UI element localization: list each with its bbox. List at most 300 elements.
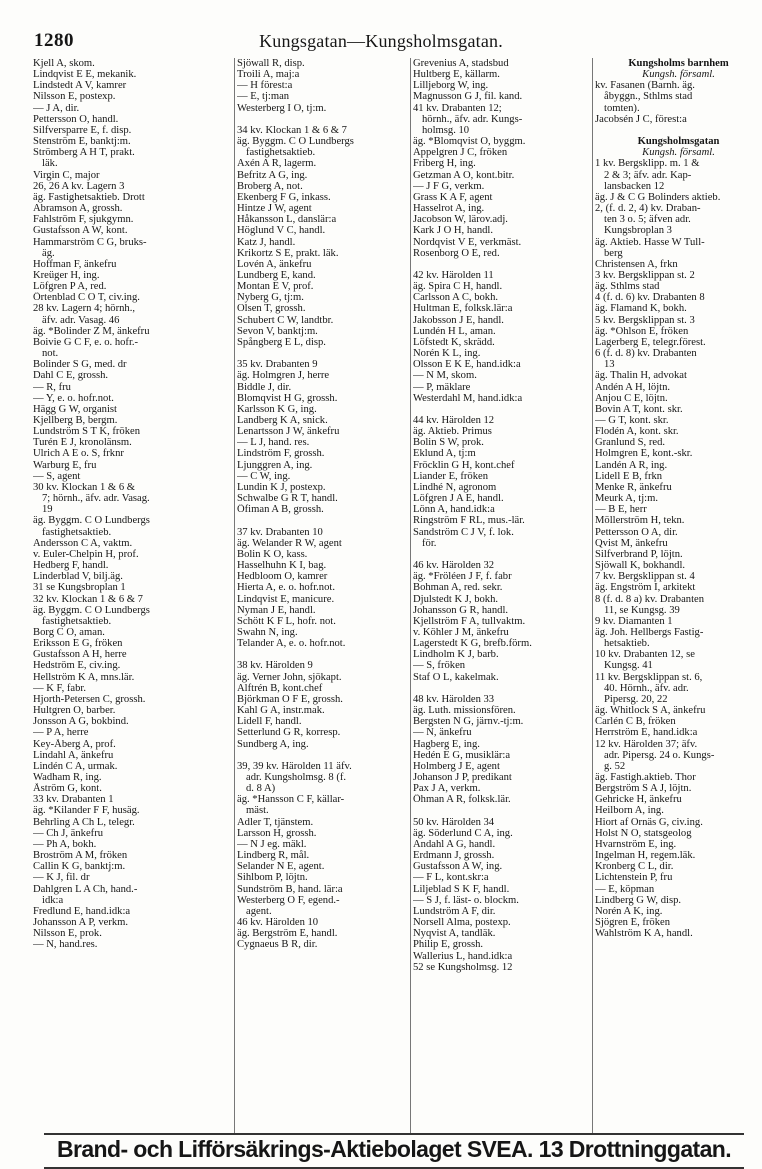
directory-entry: Hedbloom O, kamrer xyxy=(237,571,328,583)
directory-entry: Ekenberg F G, inkass. xyxy=(237,191,331,203)
directory-entry: Kjell A, skom. xyxy=(33,58,95,69)
directory-entry: Karlsson K G, ing. xyxy=(237,403,317,415)
directory-column-4 xyxy=(595,58,762,1133)
directory-entry: agent. xyxy=(246,905,272,917)
directory-entry: Nilsson E, postexp. xyxy=(33,91,116,103)
directory-entry: 38 kv. Härolden 9 xyxy=(237,660,313,672)
directory-entry: äg. Byggm. C O Lundbergs xyxy=(33,604,150,616)
directory-entry: 6 (f. d. 8) kv. Drabanten xyxy=(595,348,697,360)
directory-entry: läk. xyxy=(42,158,58,170)
directory-entry: Setterlund G R, korresp. xyxy=(237,727,341,739)
directory-entry: — S, agent xyxy=(33,470,81,482)
directory-entry: Broberg A, not. xyxy=(237,180,303,192)
directory-entry: 2 & 3; äfv. adr. Kap- xyxy=(604,169,692,181)
directory-entry: Kjellberg B, bergm. xyxy=(33,415,118,426)
directory-entry: Magnusson G J, fil. kand. xyxy=(413,91,523,103)
directory-entry: — S, fröken xyxy=(413,660,466,672)
directory-entry: Landberg K A, snick. xyxy=(237,415,328,426)
directory-entry: Lindhé N, agronom xyxy=(413,481,497,493)
directory-entry: 5 kv. Bergsklippan st. 3 xyxy=(595,314,695,326)
directory-entry: Lidell E B, frkn xyxy=(595,470,663,482)
directory-entry: Lindberg G W, disp. xyxy=(595,894,682,906)
page-number: 1280 xyxy=(34,30,74,51)
directory-entry: 46 kv. Härolden 10 xyxy=(237,917,319,929)
directory-entry: Gustafsson A W, ing. xyxy=(413,861,503,873)
directory-entry: Troili A, maj:a xyxy=(237,69,300,81)
directory-entry: äg. Spira C H, handl. xyxy=(413,281,503,293)
directory-entry: Johansson G R, handl. xyxy=(413,604,509,616)
directory-entry: Hintze J W, agent xyxy=(237,203,312,215)
directory-entry: Dahlgren L A Ch, hand.- xyxy=(33,883,138,895)
directory-entry xyxy=(413,549,591,560)
directory-column-2 xyxy=(237,58,409,1133)
directory-entry: 33 kv. Drabanten 1 xyxy=(33,794,114,806)
directory-entry: g. 52 xyxy=(604,760,626,772)
directory-entry: — E, tj:man xyxy=(237,91,290,103)
directory-entry: — N, hand.res. xyxy=(33,939,98,951)
directory-entry: — P A, herre xyxy=(33,727,89,739)
directory-column-3 xyxy=(413,58,591,1133)
directory-entry: Sjögren E, fröken xyxy=(595,917,671,929)
directory-entry: Pax J A, verkm. xyxy=(413,783,481,795)
directory-entry: Schwalbe G R T, handl. xyxy=(237,493,338,505)
directory-entry: 28 kv. Lagern 4; hörnh., xyxy=(33,303,135,315)
directory-entry xyxy=(413,683,591,694)
directory-entry: Lundberg E, kand. xyxy=(237,269,316,281)
directory-entry: — Ch J, änkefru xyxy=(33,827,104,839)
directory-entry: Sihlbom P, löjtn. xyxy=(237,872,308,884)
directory-entry: Kjellström F A, tullvaktm. xyxy=(413,615,526,627)
directory-entry: äg. Engström I, arkitekt xyxy=(595,582,696,594)
directory-entry: Abramson A, grossh. xyxy=(33,203,123,215)
directory-entry: holmsg. 10 xyxy=(422,124,470,136)
directory-entry: Schött K F L, hofr. not. xyxy=(237,615,336,627)
directory-entry: Höglund V C, handl. xyxy=(237,225,326,237)
directory-entry: — B E, herr xyxy=(595,504,647,516)
directory-entry: Sundberg A, ing. xyxy=(237,738,309,750)
directory-entry: Andén A H, löjtn. xyxy=(595,381,671,393)
directory-entry: Andersson C A, vaktm. xyxy=(33,537,133,549)
directory-entry: Löfstedt K, skrädd. xyxy=(413,336,495,348)
directory-entry: 34 kv. Klockan 1 & 6 & 7 xyxy=(237,124,347,136)
directory-entry: Stenström E, banktj:m. xyxy=(33,136,131,148)
directory-entry: Lindstedt A V, kamrer xyxy=(33,80,127,92)
directory-entry: Lönn A, hand.idk:a xyxy=(413,504,495,516)
directory-entry: — J A, dir. xyxy=(33,102,80,114)
directory-entry: — Ph A, bokh. xyxy=(33,838,97,850)
directory-entry: äg. Fastighetsaktieb. Drott xyxy=(33,191,145,203)
directory-entry xyxy=(237,649,409,660)
directory-entry: Hellström K A, mns.lär. xyxy=(33,671,135,683)
directory-entry: 44 kv. Härolden 12 xyxy=(413,415,495,426)
directory-entry: — K F, fabr. xyxy=(33,682,86,694)
directory-entry: Eklund A, tj:m xyxy=(413,448,476,460)
directory-entry: äg. Joh. Hellbergs Fastig- xyxy=(595,626,704,638)
directory-entry: 7; hörnh., äfv. adr. Vasag. xyxy=(42,493,150,505)
directory-entry: — N M, skom. xyxy=(413,370,477,382)
directory-entry: Borg C O, aman. xyxy=(33,626,105,638)
directory-entry: Hedén E G, musiklär:a xyxy=(413,749,511,761)
directory-entry: äg. Welander R W, agent xyxy=(237,537,342,549)
directory-entry: Nilsson E, prok. xyxy=(33,928,102,940)
directory-entry: Ulrich A E o. S, frknr xyxy=(33,448,124,460)
section-subheading: Kungsh. församl. xyxy=(642,69,715,81)
directory-entry: 39, 39 kv. Härolden 11 äfv. xyxy=(237,760,352,772)
directory-entry: åbyggn., Sthlms stad xyxy=(604,91,693,103)
directory-entry: Westerberg O F, egend.- xyxy=(237,894,340,906)
directory-entry: Kungsbroplan 3 xyxy=(604,225,672,237)
directory-entry: Öfiman A B, grossh. xyxy=(237,504,324,516)
directory-entry: — N J eg. mäkl. xyxy=(237,838,307,850)
directory-entry: Hägg G W, organist xyxy=(33,403,117,415)
directory-entry: Jonsson A G, bokbind. xyxy=(33,716,129,728)
directory-entry: 52 se Kungsholmsg. 12 xyxy=(413,961,513,973)
directory-entry: Hasselhuhn K I, bag. xyxy=(237,560,327,572)
directory-entry: äg. *Fröléen J F, f. fabr xyxy=(413,571,512,583)
directory-entry: äg. Aktieb. Hasse W Tull- xyxy=(595,236,705,248)
directory-entry: — Y, e. o. hofr.not. xyxy=(33,392,114,404)
directory-entry: Kark J O H, handl. xyxy=(413,225,494,237)
directory-entry: Sjöwall R, disp. xyxy=(237,58,305,69)
directory-entry: Key-Åberg A, prof. xyxy=(33,738,116,750)
directory-entry: Blomqvist H G, grossh. xyxy=(237,392,338,404)
directory-entry: mäst. xyxy=(246,805,269,817)
directory-entry: Silfversparre E, f. disp. xyxy=(33,124,132,136)
directory-entry: Nyberg G, tj:m. xyxy=(237,292,304,304)
directory-entry: Swahn N, ing. xyxy=(237,626,298,638)
directory-entry: äg. *Bolinder Z M, änkefru xyxy=(33,325,150,337)
directory-entry: 13 xyxy=(604,359,615,371)
directory-entry: 42 kv. Härolden 11 xyxy=(413,269,494,281)
directory-entry: 11, se Kungsg. 39 xyxy=(604,604,680,616)
directory-entry: Spångberg E L, disp. xyxy=(237,336,326,348)
directory-entry: 9 kv. Diamanten 1 xyxy=(595,615,673,627)
directory-entry: Flodén A, kont. skr. xyxy=(595,426,679,438)
directory-entry: Johansson A P, verkm. xyxy=(33,917,129,929)
directory-entry: Ringström F RL, mus.-lär. xyxy=(413,515,525,527)
directory-entry: adr. Kungsholmsg. 8 (f. xyxy=(246,772,347,783)
directory-entry: idk:a xyxy=(42,894,64,906)
directory-entry: Menke R, änkefru xyxy=(595,481,672,493)
directory-entry: Bohman A, red. sekr. xyxy=(413,582,503,594)
directory-entry: äg. Söderlund C A, ing. xyxy=(413,827,513,839)
directory-entry: 1 kv. Bergsklipp. m. 1 & xyxy=(595,158,700,170)
directory-entry: 48 kv. Härolden 33 xyxy=(413,693,495,705)
directory-entry: Jacobsén J C, förest:a xyxy=(595,113,687,125)
directory-entry: äg. Byggm. C O Lundbergs xyxy=(33,515,150,527)
directory-entry: Grevenius A, stadsbud xyxy=(413,58,509,69)
directory-entry: Norsell Alma, postexp. xyxy=(413,917,511,929)
column-divider xyxy=(410,58,411,1133)
directory-entry: Lindström F, grossh. xyxy=(237,448,325,460)
directory-entry: Telander A, e. o. hofr.not. xyxy=(237,638,346,650)
directory-entry: Christensen A, frkn xyxy=(595,258,678,270)
directory-entry: Pipersg. 20, 22 xyxy=(604,693,668,705)
directory-entry: Lagerberg E, telegr.förest. xyxy=(595,336,706,348)
directory-entry: Callin K G, banktj:m. xyxy=(33,861,126,873)
directory-entry: äg. Flamand K, bokh. xyxy=(595,303,687,315)
directory-entry: äg. Whitlock S A, änkefru xyxy=(595,705,706,717)
directory-entry: 35 kv. Drabanten 9 xyxy=(237,359,318,371)
directory-entry: Eriksson E G, fröken xyxy=(33,638,123,650)
directory-entry: Carlsson A C, bokh. xyxy=(413,292,499,304)
directory-entry: Wahlström K A, handl. xyxy=(595,928,693,940)
directory-entry: Westerberg I O, tj:m. xyxy=(237,102,327,114)
directory-entry: Olsen T, grossh. xyxy=(237,303,306,315)
directory-entry: Boivie G C F, e. o. hofr.- xyxy=(33,336,139,348)
directory-entry: Getzman A O, kont.bitr. xyxy=(413,169,515,181)
directory-entry: Jakobsson J E, handl. xyxy=(413,314,504,326)
directory-entry: Silfverbrand P, löjtn. xyxy=(595,548,683,560)
directory-entry: — F L, kont.skr:a xyxy=(413,872,489,884)
directory-entry: 40. Hörnh., äfv. adr. xyxy=(604,682,689,694)
directory-entry: Sandström C J V, f. lok. xyxy=(413,526,514,538)
directory-entry: Lilljeborg W, ing. xyxy=(413,80,489,92)
directory-entry: 50 kv. Härolden 34 xyxy=(413,816,495,828)
directory-entry: Hultman E, folksk.lär:a xyxy=(413,303,513,315)
directory-entry: Håkansson L, danslär:a xyxy=(237,214,337,226)
directory-entry: Heilborn A, ing. xyxy=(595,805,664,817)
directory-entry: Hjorth-Petersen C, grossh. xyxy=(33,693,146,705)
directory-entry: Axén A R, lagerm. xyxy=(237,158,317,170)
directory-entry: Gustafsson A H, herre xyxy=(33,649,127,661)
directory-entry: Larsson H, grossh. xyxy=(237,827,317,839)
section-heading: Kungsholmsgatan xyxy=(637,136,720,148)
directory-entry: Broström A M, fröken xyxy=(33,850,128,862)
section-subheading: Kungsh. församl. xyxy=(642,147,715,159)
directory-entry: Hammarström C G, bruks- xyxy=(33,236,147,248)
directory-entry: Appelgren J C, fröken xyxy=(413,147,508,159)
directory-entry: Lundström A F, dir. xyxy=(413,905,496,917)
directory-entry: Hedberg F, handl. xyxy=(33,560,109,572)
directory-entry: — J F G, verkm. xyxy=(413,180,485,192)
directory-entry: Holmberg J E, agent xyxy=(413,760,500,772)
directory-entry: äg. Sthlms stad xyxy=(595,281,660,293)
directory-entry: Holst N O, statsgeolog xyxy=(595,827,692,839)
directory-entry: 19 xyxy=(42,504,53,516)
directory-entry: 11 kv. Bergsklippan st. 6, xyxy=(595,671,703,683)
directory-entry xyxy=(237,348,409,359)
directory-entry: äg. Aktieb. Primus xyxy=(413,426,492,438)
advertisement-banner: Brand- och Lifförsäkrings-Aktiebolaget SVEA. 13 Drottninggatan. xyxy=(44,1133,744,1169)
directory-entry: v. Euler-Chelpin H, prof. xyxy=(33,548,139,560)
directory-entry: Nyqvist A, tandläk. xyxy=(413,928,496,940)
directory-entry: Gehricke H, änkefru xyxy=(595,794,682,806)
directory-entry: för. xyxy=(422,537,437,549)
directory-entry xyxy=(413,404,591,415)
directory-entry: Lindholm K J, barb. xyxy=(413,649,499,661)
directory-entry: Sevon V, banktj:m. xyxy=(237,325,318,337)
directory-entry: lansbacken 12 xyxy=(604,180,665,192)
directory-entry: äg. *Ohlson E, fröken xyxy=(595,325,689,337)
directory-entry: Behrling A Ch L, telegr. xyxy=(33,816,135,828)
directory-entry: Lindberg R, mål. xyxy=(237,850,310,862)
directory-entry: Selander N E, agent. xyxy=(237,861,325,873)
directory-entry: Norén K L, ing. xyxy=(413,348,481,360)
directory-entry: Åström G, kont. xyxy=(33,783,102,795)
directory-entry: 41 kv. Drabanten 12; xyxy=(413,102,502,114)
directory-entry: Gustafsson A W, kont. xyxy=(33,225,128,237)
directory-entry xyxy=(237,114,409,125)
directory-entry: Westerdahl M, hand.idk:a xyxy=(413,392,523,404)
directory-entry: äg. J & C G Bolinders aktieb. xyxy=(595,191,721,203)
directory-entry: Linderblad V, bilj.äg. xyxy=(33,571,123,583)
directory-entry: 30 kv. Klockan 1 & 6 & xyxy=(33,481,136,493)
directory-entry: — G T, kont. skr. xyxy=(595,415,669,426)
directory-entry: ten 3 o. 5; äfven adr. xyxy=(604,214,691,226)
directory-entry xyxy=(413,259,591,270)
directory-entry: 26, 26 A kv. Lagern 3 xyxy=(33,180,125,192)
directory-entry: Cygnaeus B R, dir. xyxy=(237,939,318,951)
directory-entry: Lidell F, handl. xyxy=(237,716,302,728)
directory-entry: Adler T, tjänstem. xyxy=(237,816,314,828)
directory-entry: Bolin K O, kass. xyxy=(237,548,308,560)
directory-entry: Löfgren J A E, handl. xyxy=(413,493,504,505)
directory-entry: äg. Fastigh.aktieb. Thor xyxy=(595,772,696,783)
directory-entry: — N, änkefru xyxy=(413,727,472,739)
directory-entry: äg. Thalin H, advokat xyxy=(595,370,687,382)
directory-entry: Friberg H, ing. xyxy=(413,158,476,170)
directory-entry: äg. *Hansson C F, källar- xyxy=(237,794,345,806)
page-title: Kungsgatan—Kungsholmsgatan. xyxy=(259,31,503,51)
directory-entry: Lundén H L, aman. xyxy=(413,325,496,337)
directory-entry: — L J, hand. res. xyxy=(237,437,310,449)
directory-entry: Rosenborg O E, red. xyxy=(413,247,500,259)
directory-entry: 10 kv. Drabanten 12, se xyxy=(595,649,695,661)
directory-entry: not. xyxy=(42,348,59,360)
directory-entry: Lindahl A, änkefru xyxy=(33,749,114,761)
directory-entry: Lenartsson J W, änkefru xyxy=(237,426,340,438)
directory-entry: Johanson J P, predikant xyxy=(413,772,512,783)
directory-entry: — E, köpman xyxy=(595,883,655,895)
directory-entry: — S J, f. läst- o. blockm. xyxy=(413,894,519,906)
directory-entry: Pettersson O, handl. xyxy=(33,113,119,125)
directory-entry: Kahl G A, instr.mak. xyxy=(237,705,325,717)
directory-entry: fastighetsaktieb. xyxy=(42,526,112,538)
directory-entry: hetsaktieb. xyxy=(604,638,650,650)
directory-entry: Schubert C W, landtbr. xyxy=(237,314,334,326)
directory-entry: Sundström B, hand. lär:a xyxy=(237,883,343,895)
directory-entry: Bolin S W, prok. xyxy=(413,437,484,449)
directory-entry: Befritz A G, ing. xyxy=(237,169,308,181)
directory-entry: Norén A K, ing. xyxy=(595,905,663,917)
directory-entry: Lagerstedt K G, brefb.förm. xyxy=(413,638,532,650)
directory-entry: Jacobson W, lärov.adj. xyxy=(413,214,508,226)
directory-entry: Wadham R, ing. xyxy=(33,772,102,783)
directory-entry: Hierta A, e. o. hofr.not. xyxy=(237,582,335,594)
directory-entry: äg. Bergström E, handl. xyxy=(237,928,338,940)
directory-entry: Herrström E, hand.idk:a xyxy=(595,727,698,739)
directory-entry: berg xyxy=(604,247,623,259)
directory-entry: Lichtenstein P, fru xyxy=(595,872,673,884)
directory-entry: Hagberg E, ing. xyxy=(413,738,480,750)
directory-entry: Lovén A, änkefru xyxy=(237,258,312,270)
directory-entry xyxy=(237,750,409,761)
directory-entry: Alftrén B, kont.chef xyxy=(237,682,323,694)
directory-entry: Biddle J, dir. xyxy=(237,381,292,393)
directory-entry: Bergström S A J, löjtn. xyxy=(595,783,692,795)
directory-entry: Djulstedt K J, bokh. xyxy=(413,593,499,605)
directory-entry: Bovin A T, kont. skr. xyxy=(595,403,683,415)
directory-entry: Lundström S T K, fröken xyxy=(33,426,141,438)
directory-entry: äg. Luth. missionsfören. xyxy=(413,705,516,717)
directory-entry: Örtenblad C O T, civ.ing. xyxy=(33,292,140,304)
directory-entry: 37 kv. Drabanten 10 xyxy=(237,526,323,538)
directory-entry: Kungsg. 41 xyxy=(604,660,653,672)
directory-entry: Hoffman F, änkefru xyxy=(33,258,117,270)
directory-entry: Qvist M, änkefru xyxy=(595,537,668,549)
directory-entry: Anjou C E, löjtn. xyxy=(595,392,668,404)
directory-entry: Fahlström F, sjukgymn. xyxy=(33,214,134,226)
directory-entry: Bolinder S G, med. dr xyxy=(33,359,127,371)
directory-entry: Holmgren E, kont.-skr. xyxy=(595,448,693,460)
directory-entry: 31 se Kungsbroplan 1 xyxy=(33,582,126,594)
directory-entry: Nyman J E, handl. xyxy=(237,604,316,616)
directory-entry: äg. Byggm. C O Lundbergs xyxy=(237,136,354,148)
directory-entry: Wallerius L, hand.idk:a xyxy=(413,950,513,962)
directory-entry: äg. Verner John, sjökapt. xyxy=(237,671,342,683)
directory-entry: Lindqvist E, manicure. xyxy=(237,593,335,605)
directory-entry xyxy=(413,805,591,816)
directory-entry: Hvarnström E, ing. xyxy=(595,838,677,850)
directory-entry: Philip E, grossh. xyxy=(413,939,484,951)
directory-entry: hörnh., äfv. adr. Kungs- xyxy=(422,113,523,125)
directory-column-1 xyxy=(33,58,233,1133)
directory-entry: Olsson E K E, hand.idk:a xyxy=(413,359,521,371)
directory-entry: Carlén C B, fröken xyxy=(595,716,676,728)
directory-entry: Meurk A, tj:m. xyxy=(595,493,658,505)
directory-entry: Andahl A G, handl. xyxy=(413,838,496,850)
directory-entry xyxy=(237,515,409,526)
directory-entry: Fredlund E, hand.idk:a xyxy=(33,905,131,917)
directory-entry: Strömberg A H T, prakt. xyxy=(33,147,135,159)
directory-entry: äg. *Kilander F F, husäg. xyxy=(33,805,140,817)
directory-entry: — K J, fil. dr xyxy=(33,872,90,884)
directory-entry: Hasselrot A, ing. xyxy=(413,203,485,215)
directory-entry: Ingelman H, regem.läk. xyxy=(595,850,696,862)
directory-entry: Lindén C A, urmak. xyxy=(33,760,118,772)
directory-entry xyxy=(595,125,762,136)
directory-entry: Fröcklin G H, kont.chef xyxy=(413,459,515,471)
directory-entry: — R, fru xyxy=(33,381,71,393)
directory-entry: Möllerström H, tekn. xyxy=(595,515,685,527)
directory-entry: v. Köhler J M, änkefru xyxy=(413,626,509,638)
directory-entry: Lundin K J, postexp. xyxy=(237,481,326,493)
directory-entry: Hiort af Ornäs G, civ.ing. xyxy=(595,816,703,828)
directory-entry: Ljunggren A, ing. xyxy=(237,459,313,471)
directory-entry: Liander E, fröken xyxy=(413,470,489,482)
directory-entry: Pettersson O A, dir. xyxy=(595,526,678,538)
directory-entry: d. 8 A) xyxy=(246,783,276,795)
directory-entry: Turén E J, kronolänsm. xyxy=(33,437,132,449)
directory-entry: Granlund S, red. xyxy=(595,437,666,449)
directory-entry: — H förest:a xyxy=(237,80,293,92)
directory-entry: 2, (f. d. 2, 4) kv. Draban- xyxy=(595,203,701,215)
directory-entry: Staf O L, kakelmak. xyxy=(413,671,499,683)
directory-entry: Liljeblad S K F, handl. xyxy=(413,883,510,895)
directory-entry: tomten). xyxy=(604,102,640,114)
directory-entry: Erdmann J, grossh. xyxy=(413,850,495,862)
directory-entry: äg. *Blomqvist O, byggm. xyxy=(413,136,526,148)
directory-entry: Warburg E, fru xyxy=(33,459,97,471)
section-heading: Kungsholms barnhem xyxy=(628,58,729,69)
directory-entry: Dahl C E, grossh. xyxy=(33,370,109,382)
directory-entry: 3 kv. Bergsklippan st. 2 xyxy=(595,269,695,281)
directory-entry: fastighetsaktieb. xyxy=(246,147,316,159)
directory-entry: Lindqvist E E, mekanik. xyxy=(33,69,137,81)
directory-entry: kv. Fasanen (Barnh. äg. xyxy=(595,80,695,92)
directory-entry: äfv. adr. Vasag. 46 xyxy=(42,314,120,326)
